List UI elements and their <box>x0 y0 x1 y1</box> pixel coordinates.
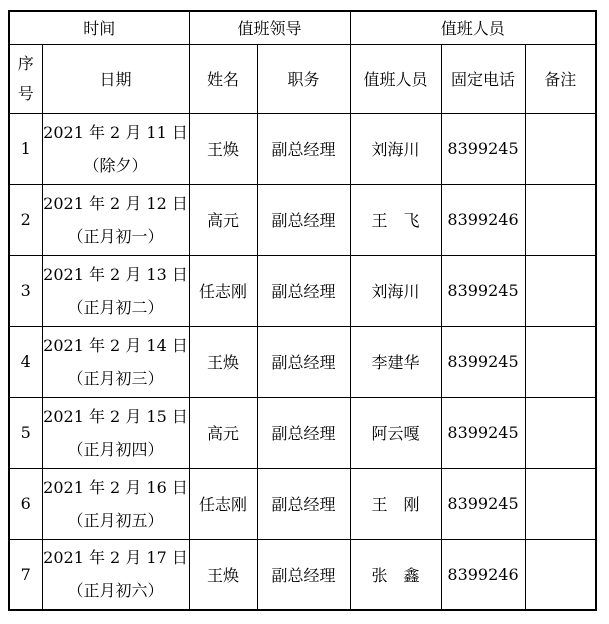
phone-cell: 8399246 <box>441 539 525 610</box>
lunar-date-text: （除夕） <box>83 155 148 175</box>
leader-title-cell: 副总经理 <box>257 184 350 255</box>
leader-name-cell: 王焕 <box>189 326 257 397</box>
date-text: 2021 年 2 月 15 日 <box>43 406 188 426</box>
date-text: 2021 年 2 月 14 日 <box>43 335 188 355</box>
leader-title-cell: 副总经理 <box>257 468 350 539</box>
column-header-duty-person: 值班人员 <box>350 44 441 113</box>
date-text: 2021 年 2 月 16 日 <box>43 477 188 497</box>
phone-cell: 8399246 <box>441 184 525 255</box>
table-row <box>9 397 596 468</box>
table-row <box>9 255 596 326</box>
serial-cell: 3 <box>9 255 42 326</box>
lunar-date-text: （正月初六） <box>67 581 164 601</box>
date-cell <box>42 184 189 255</box>
column-header-serial-label: 序号 <box>17 53 34 103</box>
leader-name-cell: 高元 <box>189 397 257 468</box>
leader-title-cell: 副总经理 <box>257 255 350 326</box>
leader-name-cell: 任志刚 <box>189 468 257 539</box>
table-body <box>9 113 596 610</box>
phone-cell: 8399245 <box>441 397 525 468</box>
serial-cell: 2 <box>9 184 42 255</box>
date-cell <box>42 255 189 326</box>
table-row <box>9 326 596 397</box>
date-cell <box>42 113 189 184</box>
duty-person-cell: 王 刚 <box>350 468 441 539</box>
lunar-date-text: （正月初五） <box>67 510 164 530</box>
serial-cell: 1 <box>9 113 42 184</box>
group-header-duty-staff: 值班人员 <box>350 11 596 44</box>
table-row <box>9 184 596 255</box>
header-column-row <box>9 44 596 113</box>
remark-cell <box>525 397 596 468</box>
leader-title-cell: 副总经理 <box>257 397 350 468</box>
column-header-date: 日期 <box>42 44 189 113</box>
date-text: 2021 年 2 月 11 日 <box>43 122 188 142</box>
date-text: 2021 年 2 月 13 日 <box>43 264 188 284</box>
serial-cell: 6 <box>9 468 42 539</box>
phone-cell: 8399245 <box>441 326 525 397</box>
duty-person-cell: 张 鑫 <box>350 539 441 610</box>
date-cell <box>42 397 189 468</box>
column-header-remark: 备注 <box>525 44 596 113</box>
duty-roster-table <box>8 10 597 611</box>
column-header-name: 姓名 <box>189 44 257 113</box>
remark-cell <box>525 468 596 539</box>
column-header-title: 职务 <box>257 44 350 113</box>
date-text: 2021 年 2 月 17 日 <box>43 548 188 568</box>
lunar-date-text: （正月初四） <box>67 439 164 459</box>
lunar-date-text: （正月初二） <box>67 297 164 317</box>
date-cell <box>42 539 189 610</box>
leader-title-cell: 副总经理 <box>257 539 350 610</box>
table-header <box>9 11 596 113</box>
serial-cell: 5 <box>9 397 42 468</box>
lunar-date-text: （正月初三） <box>67 368 164 388</box>
date-cell <box>42 468 189 539</box>
remark-cell <box>525 326 596 397</box>
phone-cell: 8399245 <box>441 468 525 539</box>
remark-cell <box>525 184 596 255</box>
column-header-serial <box>9 44 42 113</box>
serial-cell: 7 <box>9 539 42 610</box>
lunar-date-text: （正月初一） <box>67 226 164 246</box>
remark-cell <box>525 255 596 326</box>
date-cell <box>42 326 189 397</box>
remark-cell <box>525 113 596 184</box>
table-row <box>9 539 596 610</box>
leader-title-cell: 副总经理 <box>257 113 350 184</box>
header-group-row <box>9 11 596 44</box>
group-header-duty-leader: 值班领导 <box>189 11 350 44</box>
remark-cell <box>525 539 596 610</box>
leader-name-cell: 高元 <box>189 184 257 255</box>
leader-title-cell: 副总经理 <box>257 326 350 397</box>
duty-person-cell: 王 飞 <box>350 184 441 255</box>
duty-person-cell: 李建华 <box>350 326 441 397</box>
serial-cell: 4 <box>9 326 42 397</box>
date-text: 2021 年 2 月 12 日 <box>43 193 188 213</box>
leader-name-cell: 任志刚 <box>189 255 257 326</box>
duty-person-cell: 刘海川 <box>350 255 441 326</box>
leader-name-cell: 王焕 <box>189 113 257 184</box>
phone-cell: 8399245 <box>441 113 525 184</box>
group-header-time: 时间 <box>9 11 189 44</box>
duty-person-cell: 刘海川 <box>350 113 441 184</box>
phone-cell: 8399245 <box>441 255 525 326</box>
column-header-phone: 固定电话 <box>441 44 525 113</box>
table-row <box>9 113 596 184</box>
duty-person-cell: 阿云嘎 <box>350 397 441 468</box>
leader-name-cell: 王焕 <box>189 539 257 610</box>
table-row <box>9 468 596 539</box>
